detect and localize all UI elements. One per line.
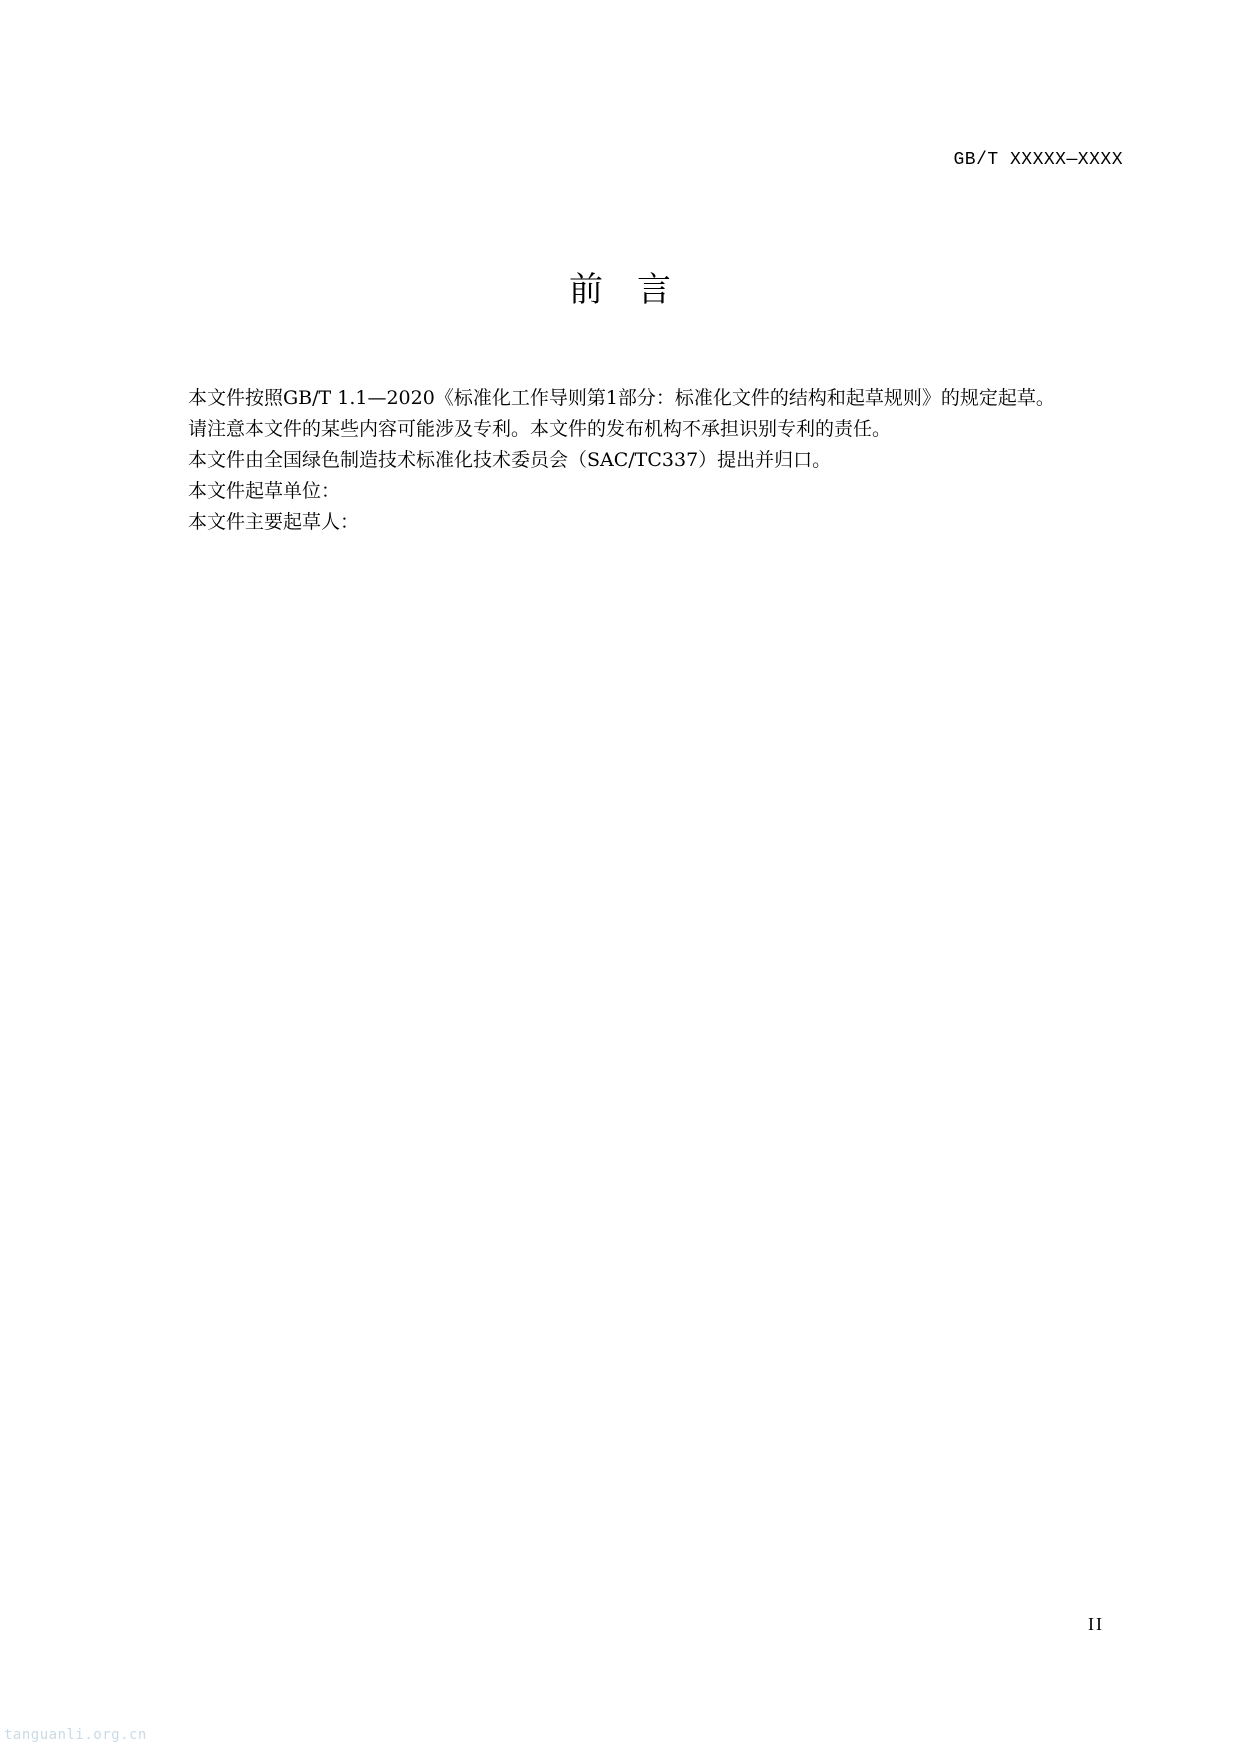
paragraph-patent-notice: 请注意本文件的某些内容可能涉及专利。本文件的发布机构不承担识别专利的责任。 <box>188 418 892 440</box>
standard-code: GB/T XXXXX—XXXX <box>953 150 1123 170</box>
title-char-2: 言 <box>637 270 671 310</box>
paragraph-drafting-units: 本文件起草单位： <box>188 480 341 502</box>
paragraph-drafters: 本文件主要起草人： <box>188 511 360 533</box>
title-char-1: 前 <box>569 270 603 310</box>
page-title <box>0 268 1240 312</box>
paragraph-committee: 本文件由全国绿色制造技术标准化技术委员会（SAC/TC337）提出并归口。 <box>188 449 832 471</box>
page-number: II <box>1088 1614 1104 1634</box>
foreword-body <box>150 383 1122 538</box>
paragraph-drafting-rules: 本文件按照GB/T 1.1—2020《标准化工作导则第1部分：标准化文件的结构和起草规则》的规定起草。 <box>188 387 1055 409</box>
watermark: tanguanli.org.cn <box>4 1727 147 1743</box>
